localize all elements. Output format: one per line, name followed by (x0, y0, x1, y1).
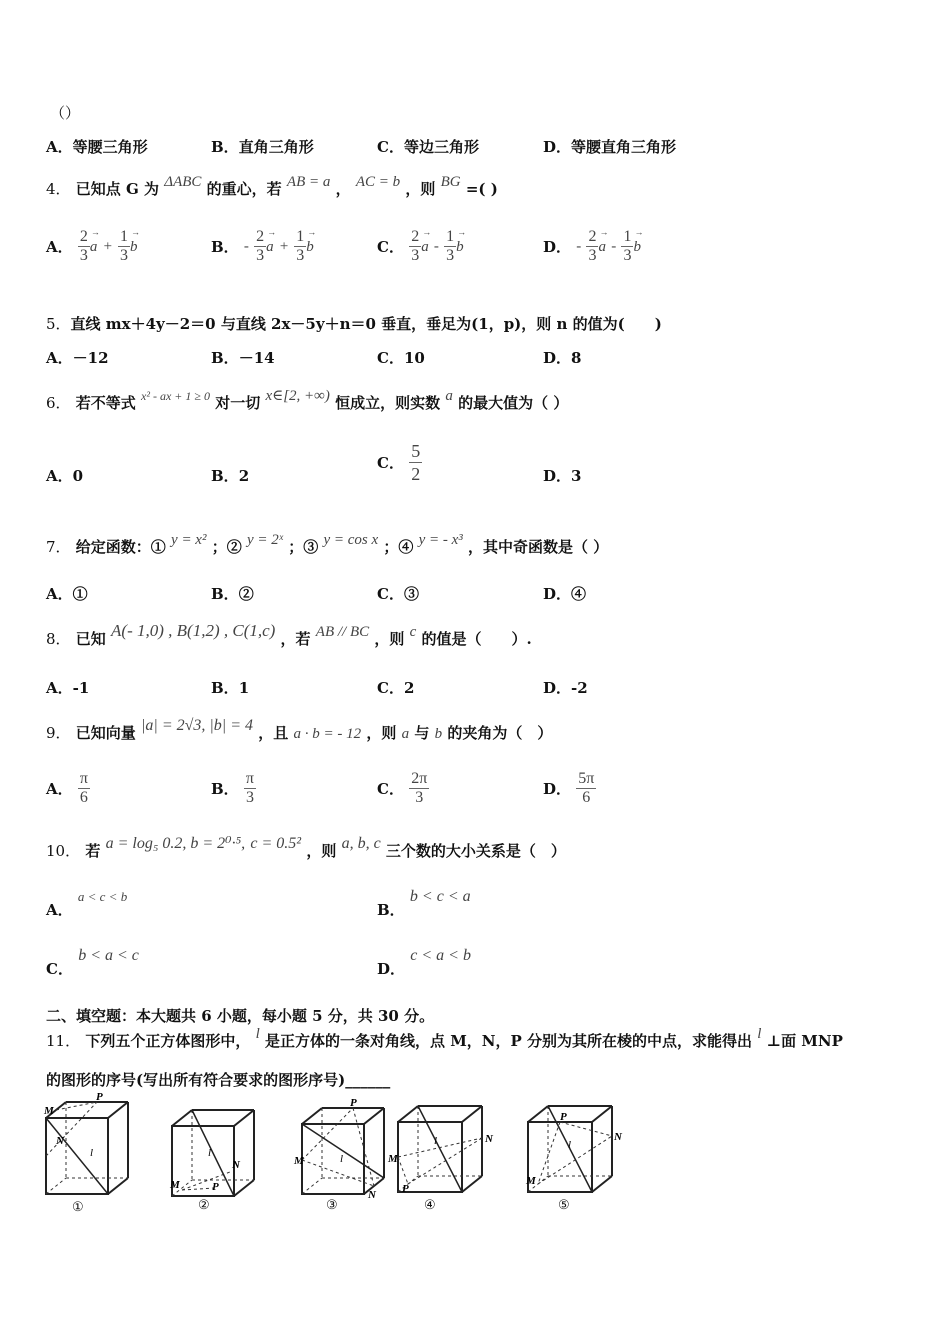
fig3-label-M: M (294, 1155, 304, 1167)
q9-option-d[interactable]: D． $\frac{5\pi}{6}$ (543, 770, 595, 806)
q6-option-a[interactable]: A．0 (46, 467, 84, 485)
cube-figure-4 (390, 1100, 496, 1218)
q5-option-c[interactable]: C．10 (377, 349, 425, 367)
fig4-label-l: l (434, 1135, 438, 1147)
q3-option-c[interactable]: C．等边三角形 (377, 138, 479, 156)
fig1-label-N: N (56, 1135, 64, 1147)
cube-figure-5 (524, 1100, 630, 1218)
q8-option-a[interactable]: A．-1 (46, 679, 90, 697)
fig4-label-P: P (402, 1183, 409, 1195)
q7-option-a[interactable]: A．① (46, 585, 88, 603)
q8-option-c[interactable]: C．2 (377, 679, 415, 697)
q3-option-a[interactable]: A．等腰三角形 (46, 138, 148, 156)
q6-stem: 6． 若不等式 $^{x^2 - ax + 1 \ge 0}$ 对一切 x∈[2, +∞) 恒成立，则实数 a 的最大值为（ ） (46, 388, 569, 412)
section-2-heading: 二、填空题：本大题共 6 小题，每小题 5 分，共 30 分。 (46, 1007, 435, 1025)
q8-option-b[interactable]: B．1 (211, 679, 250, 697)
q8-option-d[interactable]: D．-2 (543, 679, 588, 697)
q11-stem-line1: 11． 下列五个正方体图形中， l 是正方体的一条对角线，点 M，N，P 分别为其所在棱的中点，求能得出 l ⊥面 MNP (46, 1026, 843, 1050)
q9-option-a[interactable]: A． $\frac{\pi}{6}$ (46, 770, 88, 806)
q8-stem: 8． 已知 A(- 1,0) , B(1,2) , C(1,c) ，若 AB // BC ，则 c 的值是（ ）. (46, 621, 532, 648)
fig3-label-l: l (340, 1153, 344, 1165)
fig5-label-P: P (560, 1111, 567, 1123)
q5-option-b[interactable]: B．－14 (211, 349, 275, 367)
q10-option-a[interactable]: A． a < c < b (46, 889, 128, 919)
fig1-label-M: M (44, 1105, 54, 1117)
q7-option-d[interactable]: D．④ (543, 585, 587, 603)
q10-stem: 10． 若 a = log₅ 0.2, b = 2⁰·⁵, c = 0.5² ，则 a, b, c 三个数的大小关系是（ ） (46, 835, 566, 860)
top-paren: （） (50, 104, 81, 122)
q5-stem: 5．直线 mx＋4y－2＝0 与直线 2x－5y＋n＝0 垂直，垂足为(1，p)，则 n 的值为( ) (46, 315, 662, 333)
fig5-label-N: N (614, 1131, 622, 1143)
cube-figure-2-label: ② (198, 1198, 210, 1213)
fig2-label-N: N (232, 1159, 240, 1171)
q7-stem: 7． 给定函数：① y = x² ；② y = 2ˣ ；③ y = cos x ；④ y = - x³ ，其中奇函数是（ ） (46, 532, 609, 556)
q5-option-d[interactable]: D．8 (543, 349, 582, 367)
fig2-label-P: P (212, 1181, 219, 1193)
fig1-label-P: P (96, 1091, 103, 1103)
cube-figure-4-label: ④ (424, 1198, 436, 1213)
q4-option-d[interactable]: D． - $\frac{2}{3}$ → a - $\frac{1}{3}$ → b (543, 228, 641, 265)
q7-option-b[interactable]: B．② (211, 585, 254, 603)
fig5-label-M: M (526, 1175, 536, 1187)
fig3-label-N: N (368, 1189, 376, 1201)
q4-option-a[interactable]: A． $\frac{2}{3}$ → a + $\frac{1}{3}$ → b (46, 228, 137, 265)
q4-option-c[interactable]: C． $\frac{2}{3}$ → a - $\frac{1}{3}$ → b (377, 228, 464, 265)
q10-option-d[interactable]: D． c < a < b (377, 947, 471, 978)
fig1-label-l: l (90, 1147, 94, 1159)
q6-option-d[interactable]: D．3 (543, 467, 582, 485)
q3-option-b[interactable]: B．直角三角形 (211, 138, 314, 156)
fig4-label-N: N (485, 1133, 493, 1145)
cube-figure-1-label: ① (72, 1200, 84, 1215)
q4-stem: 4． 已知点 G 为 ΔABC 的重心，若 AB = a ， AC = b ，则 BG =( ) (46, 174, 498, 198)
cube-figure-1 (44, 1091, 140, 1220)
cube-figure-3 (294, 1097, 396, 1218)
fig5-label-l: l (568, 1139, 572, 1151)
cube-figure-5-label: ⑤ (558, 1198, 570, 1213)
fig2-label-l: l (208, 1147, 212, 1159)
q9-stem: 9． 已知向量 |a| = 2√3, |b| = 4 ，且 a · b = - 12 ，则 a 与 b 的夹角为（ ） (46, 717, 553, 742)
q6-option-c[interactable]: C． $\frac{5}{2}$ (377, 441, 421, 484)
cube-figure-3-label: ③ (326, 1198, 338, 1213)
q10-option-b[interactable]: B． b < c < a (377, 888, 471, 919)
q7-option-c[interactable]: C．③ (377, 585, 419, 603)
fig2-label-M: M (170, 1179, 180, 1191)
fig3-label-P: P (350, 1097, 357, 1109)
q9-option-b[interactable]: B． $\frac{\pi}{3}$ (211, 770, 254, 806)
fig4-label-M: M (388, 1153, 398, 1165)
q5-option-a[interactable]: A．－12 (46, 349, 109, 367)
q11-stem-line2: 的图形的序号(写出所有符合要求的图形序号)______ (46, 1071, 391, 1089)
q9-option-c[interactable]: C． $\frac{2\pi}{3}$ (377, 770, 428, 806)
q6-option-b[interactable]: B．2 (211, 467, 250, 485)
cube-figure-2 (170, 1108, 266, 1218)
q10-option-c[interactable]: C． b < a < c (46, 947, 139, 978)
q3-option-d[interactable]: D．等腰直角三角形 (543, 138, 677, 156)
q4-option-b[interactable]: B． - $\frac{2}{3}$ → a + $\frac{1}{3}$ → b (211, 228, 314, 265)
